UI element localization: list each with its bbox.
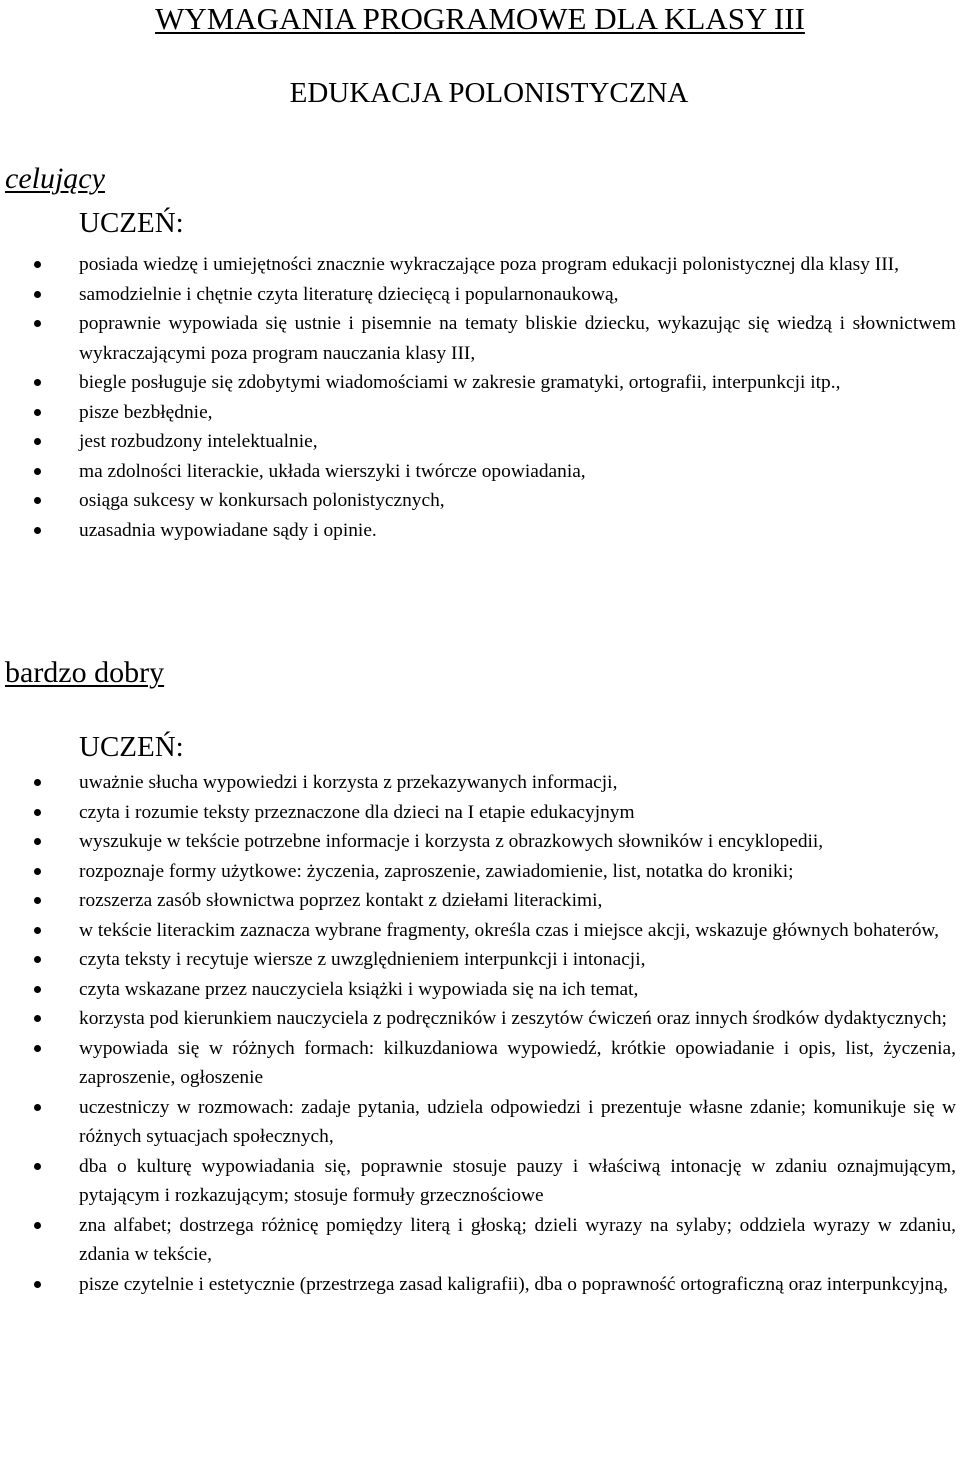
list-item: ma zdolności literackie, układa wierszyki i twórcze opowiadania, [79,457,956,487]
list-item: uzasadnia wypowiadane sądy i opinie. [79,516,956,546]
requirements-list-bardzo-dobry [79,768,956,1299]
list-item: samodzielnie i chętnie czyta literaturę dziecięcą i popularnonaukową, [79,280,956,310]
list-item: zna alfabet; dostrzega różnicę pomiędzy literą i głoską; dzieli wyrazy na sylaby; oddziela wyrazy w zdaniu, zdania w tekście, [79,1211,956,1270]
grade-heading-celujacy: celujący [5,162,105,195]
subject-title: EDUKACJA POLONISTYCZNA [289,77,689,109]
list-item: jest rozbudzony intelektualnie, [79,427,956,457]
list-item: rozszerza zasób słownictwa poprzez kontakt z dziełami literackimi, [79,886,956,916]
list-item: uważnie słucha wypowiedzi i korzysta z przekazywanych informacji, [79,768,956,798]
list-item: pisze bezbłędnie, [79,398,956,428]
list-item: wyszukuje w tekście potrzebne informacje i korzysta z obrazkowych słowników i encyklopedii, [79,827,956,857]
student-label: UCZEŃ: [79,731,184,763]
requirements-list-celujacy [79,250,956,545]
grade-heading-bardzo-dobry: bardzo dobry [5,656,165,689]
list-item: uczestniczy w rozmowach: zadaje pytania, udziela odpowiedzi i prezentuje własne zdanie; komunikuje się w różnych sytuacjach społecznych, [79,1093,956,1152]
list-item: osiąga sukcesy w konkursach polonistycznych, [79,486,956,516]
list-item: czyta teksty i recytuje wiersze z uwzględnieniem interpunkcji i intonacji, [79,945,956,975]
student-label: UCZEŃ: [79,207,184,239]
list-item: korzysta pod kierunkiem nauczyciela z podręczników i zeszytów ćwiczeń oraz innych środków dydaktycznych; [79,1004,956,1034]
list-item: poprawnie wypowiada się ustnie i pisemnie na tematy bliskie dziecku, wykazując się wiedzą i słownictwem wykraczającymi poza program nauczania klasy III, [79,309,956,368]
list-item: czyta wskazane przez nauczyciela książki i wypowiada się na ich temat, [79,975,956,1005]
list-item: w tekście literackim zaznacza wybrane fragmenty, określa czas i miejsce akcji, wskazuje głównych bohaterów, [79,916,956,946]
list-item: biegle posługuje się zdobytymi wiadomościami w zakresie gramatyki, ortografii, interpunkcji itp., [79,368,956,398]
list-item: rozpoznaje formy użytkowe: życzenia, zaproszenie, zawiadomienie, list, notatka do kroniki; [79,857,956,887]
list-item: pisze czytelnie i estetycznie (przestrzega zasad kaligrafii), dba o poprawność ortograficzną oraz interpunkcyjną, [79,1270,956,1300]
list-item: czyta i rozumie teksty przeznaczone dla dzieci na I etapie edukacyjnym [79,798,956,828]
list-item: dba o kulturę wypowiadania się, poprawnie stosuje pauzy i właściwą intonację w zdaniu oznajmującym, pytającym i rozkazującym; stosuje formuły grzecznościowe [79,1152,956,1211]
page-title: WYMAGANIA PROGRAMOWE DLA KLASY III [155,1,805,36]
list-item: wypowiada się w różnych formach: kilkuzdaniowa wypowiedź, krótkie opowiadanie i opis, list, życzenia, zaproszenie, ogłoszenie [79,1034,956,1093]
list-item: posiada wiedzę i umiejętności znacznie wykraczające poza program edukacji polonistycznej dla klasy III, [79,250,956,280]
